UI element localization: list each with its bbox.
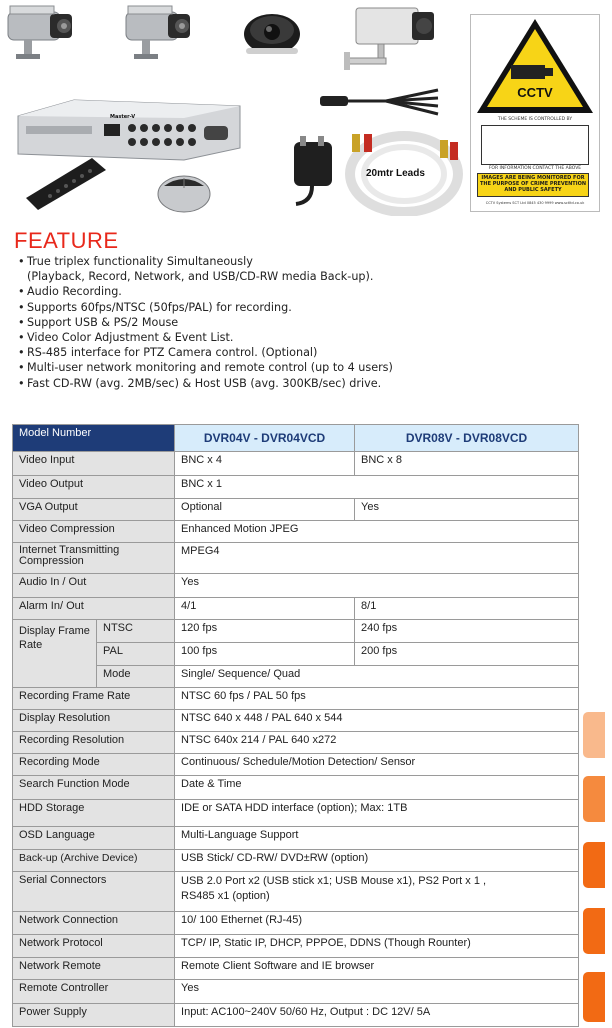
table-row: [13, 732, 579, 754]
row-value: Remote Client Software and IE browser: [175, 958, 579, 980]
row-value: NTSC 640 x 448 / PAL 640 x 544: [175, 710, 579, 732]
table-row: [13, 688, 579, 710]
row-value: Enhanced Motion JPEG: [175, 521, 579, 543]
table-row: [13, 958, 579, 980]
table-row: [13, 872, 579, 912]
table-row: [13, 452, 579, 476]
row-label: OSD Language: [13, 827, 175, 850]
table-row: [13, 666, 579, 688]
cctv-warning-sign: [470, 14, 600, 212]
table-row: [13, 912, 579, 935]
feature-item: • True triplex functionality Simultaneously: [18, 255, 253, 268]
table-row: [13, 800, 579, 827]
cable-coil: [344, 130, 464, 216]
table-row: [13, 850, 579, 872]
row-label: Audio In / Out: [13, 574, 175, 598]
sub-label: NTSC: [97, 620, 175, 643]
mouse-icon: [156, 170, 214, 216]
power-adapter-icon: [282, 132, 344, 208]
cctv-sign-contact: FOR INFORMATION CONTACT THE ABOVE: [488, 166, 582, 171]
row-value: Optional: [175, 499, 355, 521]
row-value: BNC x 1: [175, 476, 579, 499]
row-value: USB Stick/ CD-RW/ DVD±RW (option): [175, 850, 579, 872]
table-row: [13, 827, 579, 850]
row-value: 4/1: [175, 598, 355, 620]
remote-control-icon: [20, 152, 110, 214]
feature-item: • Supports 60fps/NTSC (50fps/PAL) for recording.: [18, 300, 292, 314]
row-value: Yes: [355, 499, 579, 521]
table-row: [13, 499, 579, 521]
cctv-sign-controlled: THE SCHEME IS CONTROLLED BY: [497, 117, 573, 122]
serial-line-1: USB 2.0 Port x2 (USB stick x1; USB Mouse x1), PS2 Port x 1 ,: [181, 875, 487, 887]
row-value: IDE or SATA HDD interface (option); Max: 1TB: [175, 800, 579, 827]
table-row: [13, 598, 579, 620]
cctv-sign-footer: CCTV Systems SCT Ltd 0845 430 9999 www.sctltd.co.uk: [485, 201, 585, 205]
warning-triangle-icon: [471, 15, 599, 115]
row-label: Network Connection: [13, 912, 175, 935]
table-row: [13, 425, 579, 452]
table-row: [13, 935, 579, 958]
row-value: MPEG4: [175, 543, 579, 574]
row-value: Continuous/ Schedule/Motion Detection/ Sensor: [175, 754, 579, 776]
feature-list: [18, 254, 393, 391]
table-row: [13, 574, 579, 598]
product-photos: [0, 0, 612, 225]
model-dvr08: DVR08V - DVR08VCD: [355, 425, 579, 452]
cctv-sign-warning: IMAGES ARE BEING MONITORED FOR THE PURPOSE OF CRIME PREVENTION AND PUBLIC SAFETY: [477, 173, 589, 197]
row-label: Power Supply: [13, 1004, 175, 1027]
table-row: [13, 1004, 579, 1027]
feature-item: • Support USB & PS/2 Mouse: [18, 315, 179, 329]
table-row: [13, 620, 579, 643]
side-tab: [583, 908, 605, 954]
feature-item: • Video Color Adjustment & Event List.: [18, 331, 234, 345]
row-label: HDD Storage: [13, 800, 175, 827]
serial-line-2: RS485 x1 (option): [181, 890, 270, 902]
bullet-camera-icon: [2, 2, 76, 62]
row-label: Display Frame Rate: [13, 620, 97, 688]
row-value: 240 fps: [355, 620, 579, 643]
feature-title: FEATURE: [14, 228, 119, 253]
row-label: Search Function Mode: [13, 776, 175, 800]
row-value: NTSC 60 fps / PAL 50 fps: [175, 688, 579, 710]
feature-item: • Fast CD-RW (avg. 2MB/sec) & Host USB (avg. 300KB/sec) drive.: [18, 376, 382, 390]
row-value: BNC x 4: [175, 452, 355, 476]
row-label: Recording Frame Rate: [13, 688, 175, 710]
table-row: [13, 754, 579, 776]
spec-table: [12, 424, 579, 1027]
row-value: 8/1: [355, 598, 579, 620]
row-label: Alarm In/ Out: [13, 598, 175, 620]
row-value: Yes: [175, 574, 579, 598]
cctv-sign-title: CCTV: [517, 85, 553, 100]
feature-item: • RS-485 interface for PTZ Camera control. (Optional): [18, 346, 318, 360]
row-value: TCP/ IP, Static IP, DHCP, PPPOE, DDNS (Though Rounter): [175, 935, 579, 958]
sub-label: Mode: [97, 666, 175, 688]
row-label: Video Input: [13, 452, 175, 476]
row-value: Input: AC100~240V 50/60 Hz, Output : DC 12V/ 5A: [175, 1004, 579, 1027]
row-label: Internet Transmitting Compression: [13, 543, 175, 574]
row-value: Date & Time: [175, 776, 579, 800]
side-tab: [583, 972, 605, 1022]
side-tab: [583, 842, 605, 888]
row-label: Video Output: [13, 476, 175, 499]
table-row: [13, 710, 579, 732]
table-row: [13, 521, 579, 543]
table-row: [13, 543, 579, 574]
bullet-camera-icon: [120, 2, 194, 62]
feature-item: • Audio Recording.: [18, 285, 122, 299]
row-label: Recording Mode: [13, 754, 175, 776]
table-row: [13, 980, 579, 1004]
row-value: 100 fps: [175, 643, 355, 666]
feature-item: • Multi-user network monitoring and remote control (up to 4 users): [18, 361, 393, 375]
row-value: Multi-Language Support: [175, 827, 579, 850]
row-label: VGA Output: [13, 499, 175, 521]
splitter-cable-icon: [318, 84, 444, 124]
cable-label: 20mtr Leads: [366, 168, 425, 179]
table-row: [13, 643, 579, 666]
cctv-sign-box: [481, 125, 589, 165]
row-value: Single/ Sequence/ Quad: [175, 666, 579, 688]
row-value: [175, 872, 579, 912]
row-label: Video Compression: [13, 521, 175, 543]
row-value: 120 fps: [175, 620, 355, 643]
dome-camera-icon: [238, 4, 306, 58]
spec-header-label: Model Number: [13, 425, 175, 452]
row-value: 10/ 100 Ethernet (RJ-45): [175, 912, 579, 935]
dvr-brand: Master-V: [110, 114, 136, 120]
row-label: Remote Controller: [13, 980, 175, 1004]
side-tab: [583, 776, 605, 822]
row-value: Yes: [175, 980, 579, 1004]
feature-item: (Playback, Record, Network, and USB/CD-RW media Back-up).: [27, 270, 374, 284]
row-label: Recording Resolution: [13, 732, 175, 754]
side-tab: [583, 712, 605, 758]
table-row: [13, 476, 579, 499]
row-label: Display Resolution: [13, 710, 175, 732]
row-value: BNC x 8: [355, 452, 579, 476]
row-label: Network Remote: [13, 958, 175, 980]
row-label: Network Protocol: [13, 935, 175, 958]
model-dvr04: DVR04V - DVR04VCD: [175, 425, 355, 452]
box-camera-icon: [342, 2, 438, 78]
row-value: NTSC 640x 214 / PAL 640 x272: [175, 732, 579, 754]
row-value: 200 fps: [355, 643, 579, 666]
sub-label: PAL: [97, 643, 175, 666]
table-row: [13, 776, 579, 800]
row-label: Back-up (Archive Device): [13, 850, 175, 872]
row-label: Serial Connectors: [13, 872, 175, 912]
